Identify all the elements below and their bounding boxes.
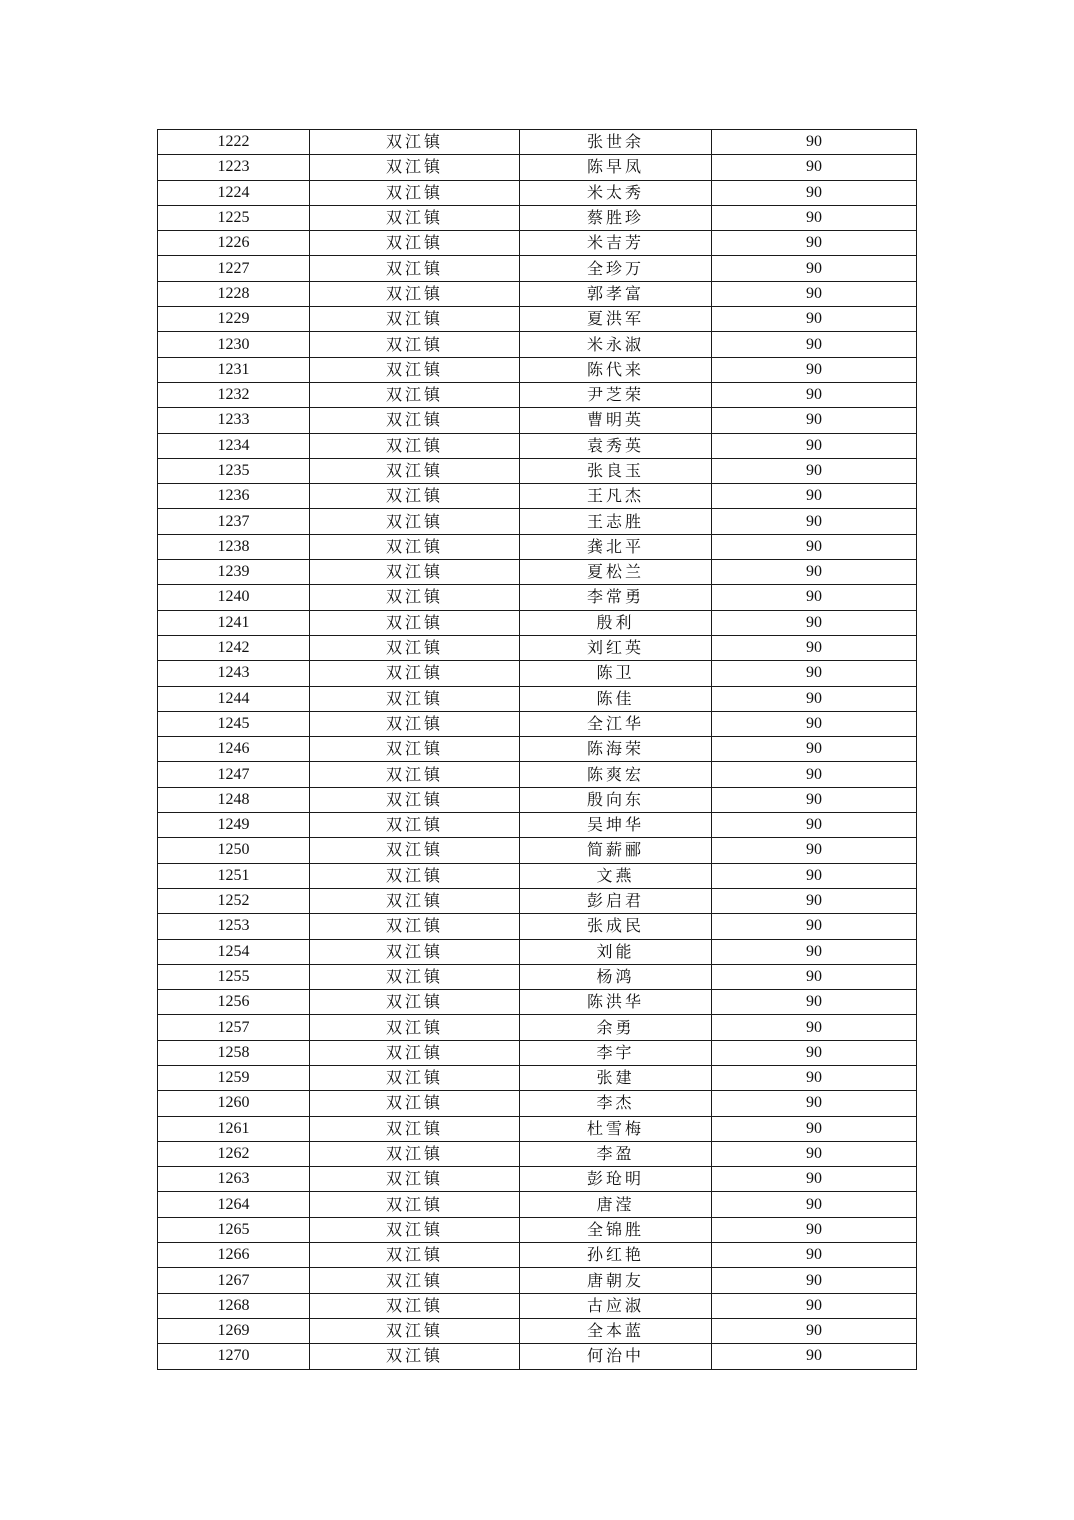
town-cell: 双江镇 xyxy=(310,205,520,230)
person-name-cell: 唐朝友 xyxy=(520,1268,712,1293)
amount-cell: 90 xyxy=(712,914,917,939)
town-cell: 双江镇 xyxy=(310,180,520,205)
row-number-cell: 1244 xyxy=(158,686,310,711)
amount-cell: 90 xyxy=(712,762,917,787)
town-cell: 双江镇 xyxy=(310,914,520,939)
amount-cell: 90 xyxy=(712,408,917,433)
town-cell: 双江镇 xyxy=(310,1040,520,1065)
person-name-cell: 夏松兰 xyxy=(520,560,712,585)
row-number-cell: 1250 xyxy=(158,838,310,863)
row-number-cell: 1269 xyxy=(158,1318,310,1343)
amount-cell: 90 xyxy=(712,231,917,256)
person-name-cell: 米太秀 xyxy=(520,180,712,205)
table-row xyxy=(158,686,917,711)
town-cell: 双江镇 xyxy=(310,408,520,433)
amount-cell: 90 xyxy=(712,585,917,610)
town-cell: 双江镇 xyxy=(310,863,520,888)
row-number-cell: 1243 xyxy=(158,661,310,686)
amount-cell: 90 xyxy=(712,737,917,762)
row-number-cell: 1222 xyxy=(158,130,310,155)
town-cell: 双江镇 xyxy=(310,762,520,787)
amount-cell: 90 xyxy=(712,635,917,660)
amount-cell: 90 xyxy=(712,863,917,888)
row-number-cell: 1241 xyxy=(158,610,310,635)
table-row xyxy=(158,635,917,660)
amount-cell: 90 xyxy=(712,560,917,585)
person-name-cell: 陈卫 xyxy=(520,661,712,686)
amount-cell: 90 xyxy=(712,1065,917,1090)
row-number-cell: 1260 xyxy=(158,1091,310,1116)
row-number-cell: 1226 xyxy=(158,231,310,256)
table-row xyxy=(158,1167,917,1192)
row-number-cell: 1245 xyxy=(158,711,310,736)
person-name-cell: 简薪郦 xyxy=(520,838,712,863)
table-row xyxy=(158,1040,917,1065)
row-number-cell: 1238 xyxy=(158,534,310,559)
row-number-cell: 1235 xyxy=(158,458,310,483)
person-name-cell: 曹明英 xyxy=(520,408,712,433)
person-name-cell: 刘能 xyxy=(520,939,712,964)
town-cell: 双江镇 xyxy=(310,1065,520,1090)
amount-cell: 90 xyxy=(712,813,917,838)
row-number-cell: 1266 xyxy=(158,1243,310,1268)
person-name-cell: 文燕 xyxy=(520,863,712,888)
person-name-cell: 古应淑 xyxy=(520,1293,712,1318)
row-number-cell: 1247 xyxy=(158,762,310,787)
town-cell: 双江镇 xyxy=(310,585,520,610)
town-cell: 双江镇 xyxy=(310,1091,520,1116)
table-row xyxy=(158,307,917,332)
row-number-cell: 1223 xyxy=(158,155,310,180)
table-row xyxy=(158,1217,917,1242)
town-cell: 双江镇 xyxy=(310,1344,520,1369)
row-number-cell: 1261 xyxy=(158,1116,310,1141)
person-name-cell: 全江华 xyxy=(520,711,712,736)
town-cell: 双江镇 xyxy=(310,1015,520,1040)
table-row xyxy=(158,964,917,989)
town-cell: 双江镇 xyxy=(310,256,520,281)
amount-cell: 90 xyxy=(712,1091,917,1116)
amount-cell: 90 xyxy=(712,610,917,635)
amount-cell: 90 xyxy=(712,307,917,332)
town-cell: 双江镇 xyxy=(310,1141,520,1166)
amount-cell: 90 xyxy=(712,661,917,686)
row-number-cell: 1231 xyxy=(158,357,310,382)
row-number-cell: 1259 xyxy=(158,1065,310,1090)
person-name-cell: 陈早凤 xyxy=(520,155,712,180)
table-row xyxy=(158,990,917,1015)
town-cell: 双江镇 xyxy=(310,307,520,332)
amount-cell: 90 xyxy=(712,1167,917,1192)
town-cell: 双江镇 xyxy=(310,1217,520,1242)
person-name-cell: 杨鸿 xyxy=(520,964,712,989)
table-row xyxy=(158,1318,917,1343)
amount-cell: 90 xyxy=(712,838,917,863)
table-row xyxy=(158,382,917,407)
row-number-cell: 1234 xyxy=(158,433,310,458)
row-number-cell: 1262 xyxy=(158,1141,310,1166)
table-row xyxy=(158,130,917,155)
town-cell: 双江镇 xyxy=(310,661,520,686)
table-row xyxy=(158,281,917,306)
row-number-cell: 1230 xyxy=(158,332,310,357)
town-cell: 双江镇 xyxy=(310,534,520,559)
amount-cell: 90 xyxy=(712,281,917,306)
town-cell: 双江镇 xyxy=(310,332,520,357)
row-number-cell: 1251 xyxy=(158,863,310,888)
town-cell: 双江镇 xyxy=(310,787,520,812)
person-name-cell: 李杰 xyxy=(520,1091,712,1116)
amount-cell: 90 xyxy=(712,130,917,155)
person-name-cell: 全珍万 xyxy=(520,256,712,281)
row-number-cell: 1236 xyxy=(158,484,310,509)
table-row xyxy=(158,509,917,534)
table-row xyxy=(158,1192,917,1217)
amount-cell: 90 xyxy=(712,1141,917,1166)
person-name-cell: 彭玱明 xyxy=(520,1167,712,1192)
table-row xyxy=(158,1243,917,1268)
amount-cell: 90 xyxy=(712,1192,917,1217)
table-row xyxy=(158,256,917,281)
person-name-cell: 李宇 xyxy=(520,1040,712,1065)
table-row xyxy=(158,1141,917,1166)
amount-cell: 90 xyxy=(712,964,917,989)
table-row xyxy=(158,155,917,180)
town-cell: 双江镇 xyxy=(310,838,520,863)
person-name-cell: 龚北平 xyxy=(520,534,712,559)
amount-cell: 90 xyxy=(712,433,917,458)
person-name-cell: 陈佳 xyxy=(520,686,712,711)
person-name-cell: 陈海荣 xyxy=(520,737,712,762)
person-name-cell: 全锦胜 xyxy=(520,1217,712,1242)
row-number-cell: 1256 xyxy=(158,990,310,1015)
row-number-cell: 1270 xyxy=(158,1344,310,1369)
row-number-cell: 1257 xyxy=(158,1015,310,1040)
town-cell: 双江镇 xyxy=(310,560,520,585)
row-number-cell: 1263 xyxy=(158,1167,310,1192)
town-cell: 双江镇 xyxy=(310,1268,520,1293)
town-cell: 双江镇 xyxy=(310,433,520,458)
person-name-cell: 张良玉 xyxy=(520,458,712,483)
person-name-cell: 殷向东 xyxy=(520,787,712,812)
person-name-cell: 彭启君 xyxy=(520,888,712,913)
row-number-cell: 1242 xyxy=(158,635,310,660)
row-number-cell: 1258 xyxy=(158,1040,310,1065)
amount-cell: 90 xyxy=(712,382,917,407)
town-cell: 双江镇 xyxy=(310,1293,520,1318)
table-row xyxy=(158,231,917,256)
table-row xyxy=(158,1015,917,1040)
amount-cell: 90 xyxy=(712,155,917,180)
amount-cell: 90 xyxy=(712,180,917,205)
person-name-cell: 余勇 xyxy=(520,1015,712,1040)
amount-cell: 90 xyxy=(712,509,917,534)
roster-table-body xyxy=(158,130,917,1370)
row-number-cell: 1252 xyxy=(158,888,310,913)
town-cell: 双江镇 xyxy=(310,155,520,180)
table-row xyxy=(158,1268,917,1293)
row-number-cell: 1253 xyxy=(158,914,310,939)
person-name-cell: 米永淑 xyxy=(520,332,712,357)
person-name-cell: 刘红英 xyxy=(520,635,712,660)
amount-cell: 90 xyxy=(712,1268,917,1293)
person-name-cell: 米吉芳 xyxy=(520,231,712,256)
amount-cell: 90 xyxy=(712,484,917,509)
table-row xyxy=(158,484,917,509)
row-number-cell: 1248 xyxy=(158,787,310,812)
town-cell: 双江镇 xyxy=(310,130,520,155)
town-cell: 双江镇 xyxy=(310,509,520,534)
table-row xyxy=(158,433,917,458)
amount-cell: 90 xyxy=(712,256,917,281)
table-row xyxy=(158,661,917,686)
town-cell: 双江镇 xyxy=(310,1243,520,1268)
person-name-cell: 李盈 xyxy=(520,1141,712,1166)
amount-cell: 90 xyxy=(712,787,917,812)
table-row xyxy=(158,1293,917,1318)
roster-table xyxy=(157,129,917,1370)
row-number-cell: 1265 xyxy=(158,1217,310,1242)
town-cell: 双江镇 xyxy=(310,357,520,382)
person-name-cell: 袁秀英 xyxy=(520,433,712,458)
amount-cell: 90 xyxy=(712,357,917,382)
town-cell: 双江镇 xyxy=(310,382,520,407)
table-row xyxy=(158,408,917,433)
row-number-cell: 1246 xyxy=(158,737,310,762)
person-name-cell: 李常勇 xyxy=(520,585,712,610)
town-cell: 双江镇 xyxy=(310,231,520,256)
amount-cell: 90 xyxy=(712,1217,917,1242)
town-cell: 双江镇 xyxy=(310,686,520,711)
amount-cell: 90 xyxy=(712,711,917,736)
person-name-cell: 张建 xyxy=(520,1065,712,1090)
table-row xyxy=(158,863,917,888)
person-name-cell: 陈爽宏 xyxy=(520,762,712,787)
table-row xyxy=(158,458,917,483)
table-row xyxy=(158,180,917,205)
town-cell: 双江镇 xyxy=(310,939,520,964)
town-cell: 双江镇 xyxy=(310,711,520,736)
table-row xyxy=(158,585,917,610)
amount-cell: 90 xyxy=(712,205,917,230)
amount-cell: 90 xyxy=(712,534,917,559)
town-cell: 双江镇 xyxy=(310,813,520,838)
table-row xyxy=(158,888,917,913)
table-row xyxy=(158,1091,917,1116)
amount-cell: 90 xyxy=(712,1344,917,1369)
table-row xyxy=(158,939,917,964)
table-row xyxy=(158,357,917,382)
row-number-cell: 1255 xyxy=(158,964,310,989)
person-name-cell: 郭孝富 xyxy=(520,281,712,306)
amount-cell: 90 xyxy=(712,939,917,964)
person-name-cell: 陈洪华 xyxy=(520,990,712,1015)
table-row xyxy=(158,610,917,635)
table-row xyxy=(158,1116,917,1141)
town-cell: 双江镇 xyxy=(310,737,520,762)
row-number-cell: 1224 xyxy=(158,180,310,205)
amount-cell: 90 xyxy=(712,1318,917,1343)
row-number-cell: 1240 xyxy=(158,585,310,610)
row-number-cell: 1232 xyxy=(158,382,310,407)
amount-cell: 90 xyxy=(712,1116,917,1141)
table-row xyxy=(158,737,917,762)
table-row xyxy=(158,534,917,559)
amount-cell: 90 xyxy=(712,888,917,913)
person-name-cell: 王志胜 xyxy=(520,509,712,534)
person-name-cell: 吴坤华 xyxy=(520,813,712,838)
town-cell: 双江镇 xyxy=(310,990,520,1015)
table-row xyxy=(158,787,917,812)
town-cell: 双江镇 xyxy=(310,964,520,989)
row-number-cell: 1268 xyxy=(158,1293,310,1318)
row-number-cell: 1237 xyxy=(158,509,310,534)
person-name-cell: 王凡杰 xyxy=(520,484,712,509)
table-row xyxy=(158,1065,917,1090)
town-cell: 双江镇 xyxy=(310,888,520,913)
person-name-cell: 何治中 xyxy=(520,1344,712,1369)
row-number-cell: 1254 xyxy=(158,939,310,964)
table-row xyxy=(158,1344,917,1369)
row-number-cell: 1267 xyxy=(158,1268,310,1293)
table-row xyxy=(158,762,917,787)
town-cell: 双江镇 xyxy=(310,1318,520,1343)
amount-cell: 90 xyxy=(712,458,917,483)
person-name-cell: 全本蓝 xyxy=(520,1318,712,1343)
person-name-cell: 陈代来 xyxy=(520,357,712,382)
town-cell: 双江镇 xyxy=(310,281,520,306)
row-number-cell: 1264 xyxy=(158,1192,310,1217)
person-name-cell: 孙红艳 xyxy=(520,1243,712,1268)
amount-cell: 90 xyxy=(712,990,917,1015)
person-name-cell: 杜雪梅 xyxy=(520,1116,712,1141)
town-cell: 双江镇 xyxy=(310,1167,520,1192)
table-row xyxy=(158,560,917,585)
town-cell: 双江镇 xyxy=(310,1192,520,1217)
amount-cell: 90 xyxy=(712,332,917,357)
row-number-cell: 1229 xyxy=(158,307,310,332)
person-name-cell: 尹芝荣 xyxy=(520,382,712,407)
town-cell: 双江镇 xyxy=(310,635,520,660)
row-number-cell: 1239 xyxy=(158,560,310,585)
amount-cell: 90 xyxy=(712,1015,917,1040)
person-name-cell: 夏洪军 xyxy=(520,307,712,332)
table-row xyxy=(158,838,917,863)
row-number-cell: 1233 xyxy=(158,408,310,433)
table-row xyxy=(158,914,917,939)
amount-cell: 90 xyxy=(712,686,917,711)
person-name-cell: 唐滢 xyxy=(520,1192,712,1217)
table-row xyxy=(158,711,917,736)
table-row xyxy=(158,205,917,230)
town-cell: 双江镇 xyxy=(310,458,520,483)
row-number-cell: 1225 xyxy=(158,205,310,230)
amount-cell: 90 xyxy=(712,1040,917,1065)
table-row xyxy=(158,332,917,357)
person-name-cell: 张成民 xyxy=(520,914,712,939)
row-number-cell: 1227 xyxy=(158,256,310,281)
amount-cell: 90 xyxy=(712,1293,917,1318)
person-name-cell: 蔡胜珍 xyxy=(520,205,712,230)
town-cell: 双江镇 xyxy=(310,484,520,509)
table-row xyxy=(158,813,917,838)
row-number-cell: 1228 xyxy=(158,281,310,306)
town-cell: 双江镇 xyxy=(310,610,520,635)
town-cell: 双江镇 xyxy=(310,1116,520,1141)
person-name-cell: 张世余 xyxy=(520,130,712,155)
amount-cell: 90 xyxy=(712,1243,917,1268)
person-name-cell: 殷利 xyxy=(520,610,712,635)
row-number-cell: 1249 xyxy=(158,813,310,838)
